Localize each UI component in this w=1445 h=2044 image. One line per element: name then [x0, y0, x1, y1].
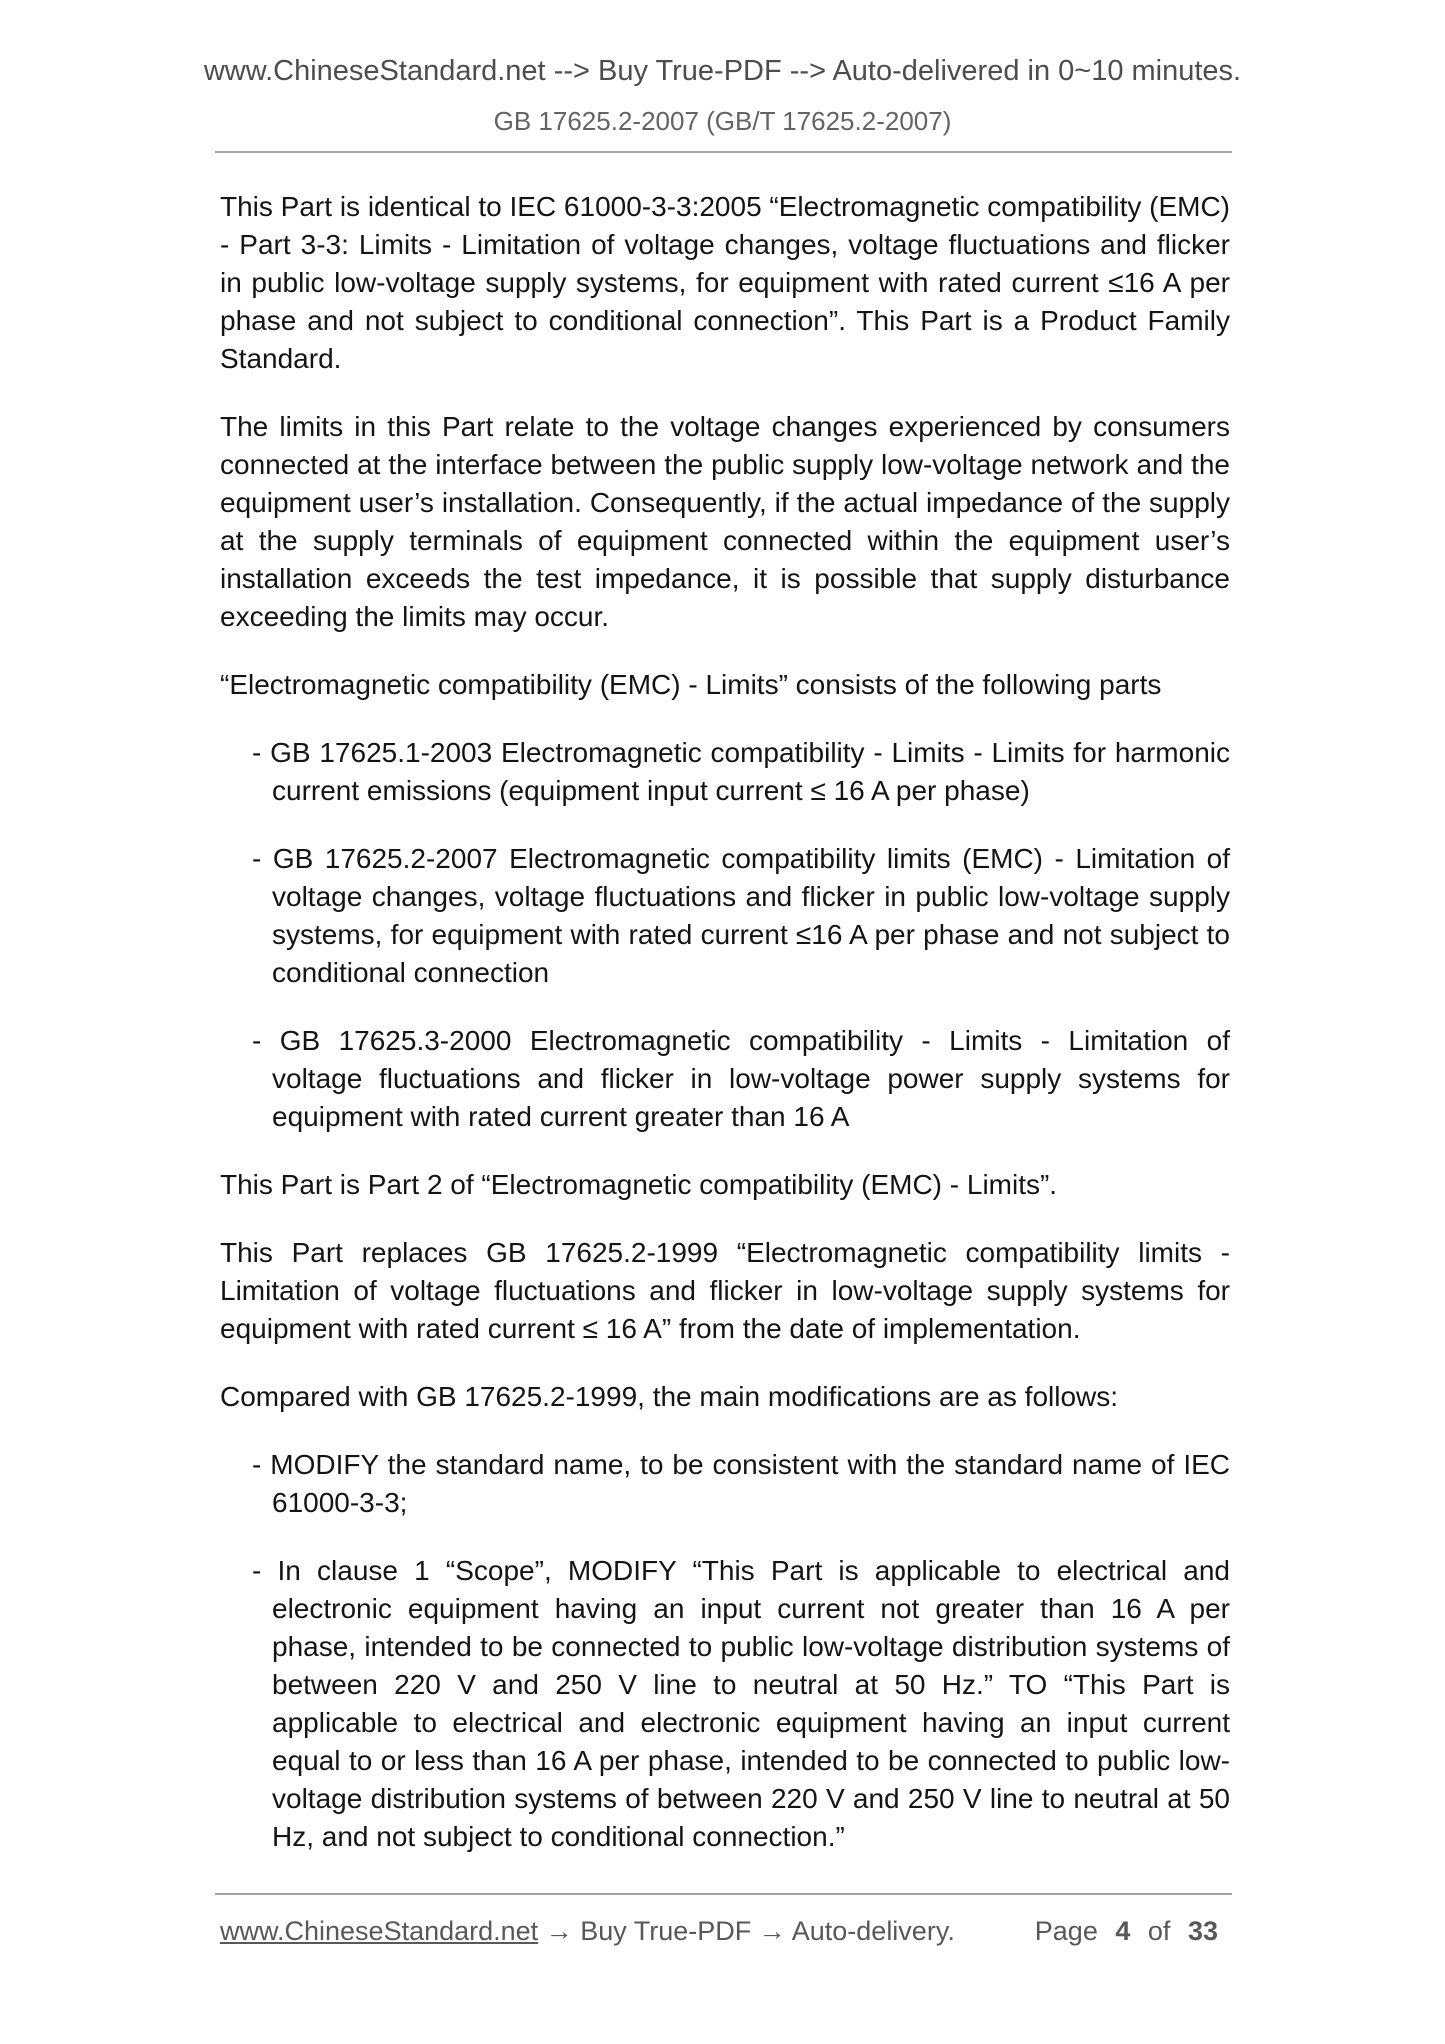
footer-divider	[215, 1893, 1232, 1895]
paragraph-emc-limits-parts: “Electromagnetic compatibility (EMC) - Limits” consists of the following parts	[220, 669, 1162, 700]
document-body	[220, 188, 1230, 1856]
page-label: Page	[1034, 1916, 1098, 1946]
footer-tagline: → Buy True-PDF → Auto-delivery.	[538, 1916, 955, 1946]
page-footer	[220, 1916, 1230, 1947]
page-header-banner: www.ChineseStandard.net --> Buy True-PDF --> Auto-delivered in 0~10 minutes.	[203, 55, 1242, 87]
header-divider	[215, 151, 1232, 153]
bullet-modify-name: - MODIFY the standard name, to be consistent with the standard name of IEC 61000-3-3;	[252, 1449, 1230, 1518]
current-page-number: 4	[1115, 1916, 1131, 1946]
page-indicator	[1035, 1916, 1218, 1947]
paragraph-compared-with: Compared with GB 17625.2-1999, the main modifications are as follows:	[220, 1381, 1119, 1412]
total-page-count: 33	[1187, 1916, 1218, 1946]
of-label: of	[1147, 1916, 1171, 1946]
bullet-modify-scope: - In clause 1 “Scope”, MODIFY “This Part is applicable to electrical and electronic equipment having an input current not greater than 16 A per phase, intended to be connected to public low-voltage distribution systems of between 220 V and 250 V line to neutral at 50 Hz.” TO “This Part is applicable to electrical and electronic equipment having an input current equal to or less than 16 A per phase, intended to be connected to public low-voltage distribution systems of between 220 V and 250 V line to neutral at 50 Hz, and not subject to conditional connection.”	[252, 1555, 1230, 1852]
paragraph-identical-to-iec: This Part is identical to IEC 61000-3-3:2005 “Electromagnetic compatibility (EMC) - Part 3-3: Limits - Limitation of voltage changes, voltage fluctuations and flicker in public low-voltage supply systems, for equipment with rated current ≤16 A per phase and not subject to conditional connection”. This Part is a Product Family Standard.	[220, 191, 1230, 374]
bullet-gb-17625-3: - GB 17625.3-2000 Electromagnetic compatibility - Limits - Limitation of voltage fluctuations and flicker in low-voltage power supply systems for equipment with rated current greater than 16 A	[252, 1025, 1230, 1132]
paragraph-part-2-of: This Part is Part 2 of “Electromagnetic compatibility (EMC) - Limits”.	[220, 1169, 1058, 1200]
standard-number-subheader: GB 17625.2-2007 (GB/T 17625.2-2007)	[493, 106, 952, 136]
footer-website-link[interactable]: www.ChineseStandard.net	[220, 1916, 539, 1946]
bullet-gb-17625-2: - GB 17625.2-2007 Electromagnetic compatibility limits (EMC) - Limitation of voltage changes, voltage fluctuations and flicker in public low-voltage supply systems, for equipment with rated current ≤16 A per phase and not subject to conditional connection	[252, 843, 1230, 988]
paragraph-replaces-1999: This Part replaces GB 17625.2-1999 “Electromagnetic compatibility limits - Limitation of voltage fluctuations and flicker in low-voltage supply systems for equipment with rated current ≤ 16 A” from the date of implementation.	[220, 1237, 1230, 1344]
bullet-gb-17625-1: - GB 17625.1-2003 Electromagnetic compatibility - Limits - Limits for harmonic current emissions (equipment input current ≤ 16 A per phase)	[252, 737, 1230, 806]
paragraph-limits-relate: The limits in this Part relate to the voltage changes experienced by consumers connected at the interface between the public supply low-voltage network and the equipment user’s installation. Consequently, if the actual impedance of the supply at the supply terminals of equipment connected within the equipment user’s installation exceeds the test impedance, it is possible that supply disturbance exceeding the limits may occur.	[220, 411, 1230, 632]
